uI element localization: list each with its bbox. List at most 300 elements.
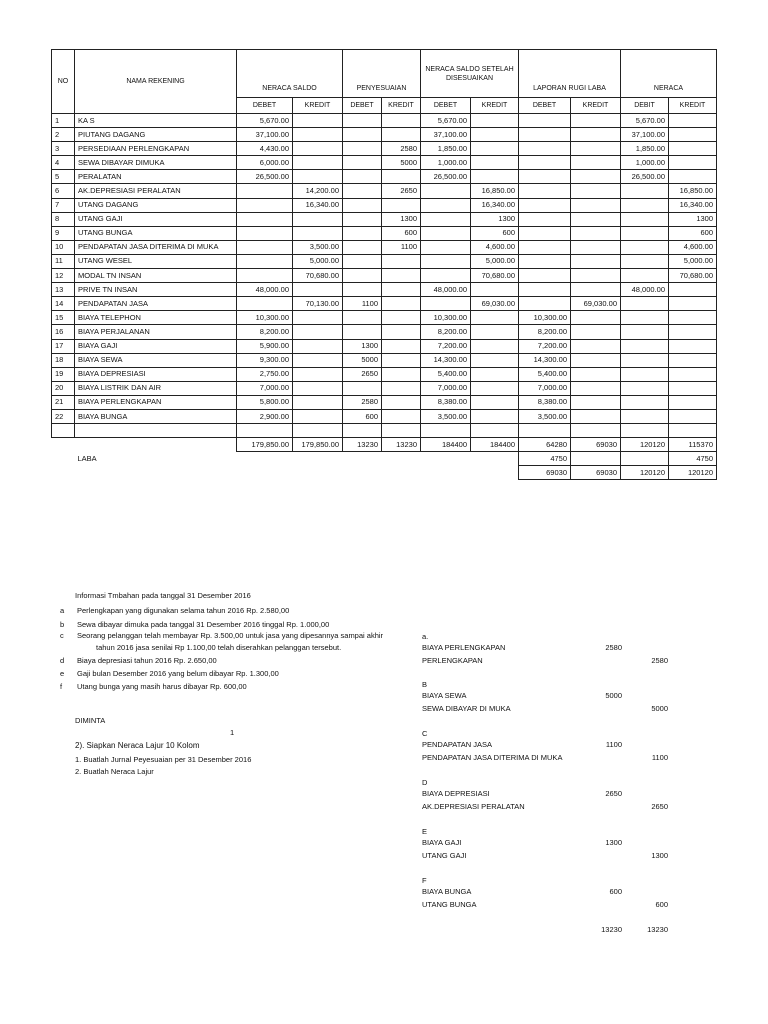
row-number: 13 xyxy=(52,283,75,297)
info-item-key: c xyxy=(60,631,64,640)
table-row xyxy=(52,226,717,240)
info-title: Informasi Tmbahan pada tanggal 31 Desember 2016 xyxy=(75,591,251,600)
amount-cell: 5,400.00 xyxy=(519,367,571,381)
journal-debit-amount: 5000 xyxy=(605,691,622,700)
amount-cell: 48,000.00 xyxy=(621,283,669,297)
laba-label: LABA xyxy=(77,453,97,463)
amount-cell xyxy=(471,395,519,409)
amount-cell xyxy=(343,212,382,226)
account-name: BIAYA LISTRIK DAN AIR xyxy=(75,381,237,395)
amount-cell: 26,500.00 xyxy=(421,170,471,184)
amount-cell xyxy=(621,269,669,283)
amount-cell xyxy=(571,128,621,142)
account-name: UTANG WESEL xyxy=(75,254,237,268)
amount-cell xyxy=(382,409,421,423)
laba-row xyxy=(52,452,717,466)
header-subcolumn: KREDIT xyxy=(471,98,519,114)
amount-cell: 2650 xyxy=(382,184,421,198)
row-number: 5 xyxy=(52,170,75,184)
amount-cell xyxy=(237,240,293,254)
amount-cell xyxy=(382,381,421,395)
journal-credit-account: PERLENGKAPAN xyxy=(422,656,483,665)
amount-cell xyxy=(471,367,519,381)
journal-entry-key: F xyxy=(422,876,427,885)
amount-cell xyxy=(571,184,621,198)
total-cell: 69030 xyxy=(571,438,621,452)
total-cell: 179,850.00 xyxy=(237,438,293,452)
blank-cell xyxy=(382,466,421,480)
amount-cell: 4,600.00 xyxy=(669,240,717,254)
journal-credit-amount: 2650 xyxy=(651,802,668,811)
amount-cell xyxy=(382,353,421,367)
amount-cell xyxy=(421,198,471,212)
blank-cell xyxy=(343,452,382,466)
amount-cell xyxy=(471,409,519,423)
laba-cell xyxy=(571,452,621,466)
amount-cell xyxy=(382,297,421,311)
empty-cell xyxy=(382,424,421,438)
amount-cell xyxy=(293,142,343,156)
amount-cell xyxy=(293,325,343,339)
task-item: 2. Buatlah Neraca Lajur xyxy=(75,767,154,776)
account-name: BIAYA PERLENGKAPAN xyxy=(75,395,237,409)
amount-cell xyxy=(382,395,421,409)
row-number: 20 xyxy=(52,381,75,395)
amount-cell xyxy=(669,170,717,184)
amount-cell xyxy=(237,297,293,311)
amount-cell xyxy=(293,367,343,381)
amount-cell: 7,000.00 xyxy=(237,381,293,395)
account-name: BIAYA PERJALANAN xyxy=(75,325,237,339)
table-row xyxy=(52,367,717,381)
amount-cell: 16,340.00 xyxy=(471,198,519,212)
amount-cell: 16,340.00 xyxy=(669,198,717,212)
amount-cell xyxy=(471,353,519,367)
amount-cell xyxy=(669,311,717,325)
amount-cell xyxy=(621,212,669,226)
table-row xyxy=(52,325,717,339)
amount-cell xyxy=(669,142,717,156)
amount-cell: 9,300.00 xyxy=(237,353,293,367)
amount-cell: 26,500.00 xyxy=(621,170,669,184)
amount-cell xyxy=(382,339,421,353)
table-row xyxy=(52,353,717,367)
amount-cell xyxy=(571,170,621,184)
journal-entry-key: C xyxy=(422,729,428,738)
amount-cell: 16,850.00 xyxy=(669,184,717,198)
amount-cell xyxy=(421,184,471,198)
amount-cell: 5,800.00 xyxy=(237,395,293,409)
amount-cell xyxy=(382,325,421,339)
amount-cell xyxy=(471,339,519,353)
amount-cell xyxy=(621,254,669,268)
amount-cell: 8,200.00 xyxy=(421,325,471,339)
amount-cell xyxy=(571,283,621,297)
amount-cell: 1300 xyxy=(382,212,421,226)
header-subcolumn: DEBET xyxy=(237,98,293,114)
header-subcolumn: KREDIT xyxy=(571,98,621,114)
row-number: 15 xyxy=(52,311,75,325)
row-number: 19 xyxy=(52,367,75,381)
amount-cell xyxy=(519,254,571,268)
balance-cell: 69030 xyxy=(571,466,621,480)
header-subcolumn: DEBET xyxy=(343,98,382,114)
journal-debit-amount: 2580 xyxy=(605,643,622,652)
row-number: 4 xyxy=(52,156,75,170)
amount-cell xyxy=(293,283,343,297)
amount-cell xyxy=(571,114,621,128)
amount-cell xyxy=(382,254,421,268)
amount-cell: 1100 xyxy=(382,240,421,254)
amount-cell xyxy=(571,409,621,423)
account-name: BIAYA DEPRESIASI xyxy=(75,367,237,381)
amount-cell xyxy=(669,353,717,367)
header-subcolumn: KREDIT xyxy=(669,98,717,114)
amount-cell: 1300 xyxy=(343,339,382,353)
table-row xyxy=(52,114,717,128)
info-item-key: b xyxy=(60,620,65,629)
amount-cell xyxy=(571,254,621,268)
amount-cell xyxy=(237,254,293,268)
diminta-heading: DIMINTA xyxy=(75,716,106,725)
header-subcolumn: DEBET xyxy=(519,98,571,114)
amount-cell xyxy=(421,254,471,268)
amount-cell xyxy=(421,226,471,240)
amount-cell: 5,900.00 xyxy=(237,339,293,353)
blank-cell xyxy=(52,438,75,452)
amount-cell xyxy=(571,198,621,212)
journal-debit-account: BIAYA DEPRESIASI xyxy=(422,789,490,798)
amount-cell: 16,340.00 xyxy=(293,198,343,212)
amount-cell: 1,850.00 xyxy=(421,142,471,156)
amount-cell xyxy=(571,142,621,156)
amount-cell: 4,600.00 xyxy=(471,240,519,254)
amount-cell: 1,000.00 xyxy=(421,156,471,170)
blank-cell xyxy=(75,466,237,480)
amount-cell xyxy=(343,170,382,184)
table-row xyxy=(52,240,717,254)
total-cell: 179,850.00 xyxy=(293,438,343,452)
table-row xyxy=(52,142,717,156)
info-item-text: Biaya depresiasi tahun 2016 Rp. 2.650,00 xyxy=(77,656,217,665)
amount-cell: 69,030.00 xyxy=(571,297,621,311)
amount-cell xyxy=(571,395,621,409)
account-name: UTANG GAJI xyxy=(75,212,237,226)
amount-cell: 1,850.00 xyxy=(621,142,669,156)
task-title: 2). Siapkan Neraca Lajur 10 Kolom xyxy=(75,741,200,750)
amount-cell xyxy=(621,353,669,367)
row-number: 11 xyxy=(52,254,75,268)
amount-cell: 5,000.00 xyxy=(471,254,519,268)
amount-cell xyxy=(471,170,519,184)
row-number: 10 xyxy=(52,240,75,254)
blank-cell xyxy=(75,438,237,452)
amount-cell xyxy=(669,114,717,128)
amount-cell: 70,680.00 xyxy=(669,269,717,283)
amount-cell xyxy=(519,114,571,128)
empty-cell xyxy=(571,424,621,438)
amount-cell: 37,100.00 xyxy=(421,128,471,142)
row-number: 9 xyxy=(52,226,75,240)
amount-cell xyxy=(621,325,669,339)
blank-cell xyxy=(471,452,519,466)
amount-cell xyxy=(237,212,293,226)
amount-cell: 1100 xyxy=(343,297,382,311)
amount-cell xyxy=(621,226,669,240)
empty-cell xyxy=(421,424,471,438)
amount-cell xyxy=(343,142,382,156)
amount-cell: 70,130.00 xyxy=(293,297,343,311)
amount-cell xyxy=(621,184,669,198)
blank-cell xyxy=(237,452,293,466)
row-number: 1 xyxy=(52,114,75,128)
amount-cell: 2580 xyxy=(382,142,421,156)
journal-credit-amount: 2580 xyxy=(651,656,668,665)
amount-cell xyxy=(293,339,343,353)
journal-entry-key: a. xyxy=(422,632,429,641)
blank-cell xyxy=(471,466,519,480)
amount-cell xyxy=(571,311,621,325)
amount-cell xyxy=(421,212,471,226)
amount-cell: 8,380.00 xyxy=(519,395,571,409)
amount-cell: 8,380.00 xyxy=(421,395,471,409)
amount-cell xyxy=(382,114,421,128)
header-nama-rekening: NAMA REKENING xyxy=(75,50,237,114)
journal-credit-amount: 1300 xyxy=(651,851,668,860)
header-subcolumn: DEBET xyxy=(421,98,471,114)
amount-cell xyxy=(343,184,382,198)
amount-cell: 48,000.00 xyxy=(421,283,471,297)
amount-cell: 8,200.00 xyxy=(237,325,293,339)
row-number: 8 xyxy=(52,212,75,226)
empty-cell xyxy=(237,424,293,438)
amount-cell xyxy=(669,409,717,423)
journal-total-debit: 13230 xyxy=(601,925,622,934)
amount-cell xyxy=(471,325,519,339)
number-one: 1 xyxy=(230,728,235,737)
empty-cell xyxy=(343,424,382,438)
table-row xyxy=(52,212,717,226)
account-name: BIAYA GAJI xyxy=(75,339,237,353)
amount-cell: 7,000.00 xyxy=(519,381,571,395)
amount-cell xyxy=(571,325,621,339)
row-number: 2 xyxy=(52,128,75,142)
amount-cell xyxy=(471,114,519,128)
amount-cell: 37,100.00 xyxy=(237,128,293,142)
table-row xyxy=(52,198,717,212)
journal-debit-account: BIAYA GAJI xyxy=(422,838,462,847)
amount-cell xyxy=(571,269,621,283)
total-cell: 115370 xyxy=(669,438,717,452)
info-item-key: d xyxy=(60,656,65,665)
table-row xyxy=(52,156,717,170)
total-cell: 13230 xyxy=(343,438,382,452)
amount-cell xyxy=(571,353,621,367)
row-number: 21 xyxy=(52,395,75,409)
info-item-text: Perlengkapan yang digunakan selama tahun 2016 Rp. 2.580,00 xyxy=(77,606,290,615)
amount-cell xyxy=(519,212,571,226)
journal-debit-account: BIAYA BUNGA xyxy=(422,887,472,896)
amount-cell xyxy=(519,269,571,283)
blank-cell xyxy=(421,452,471,466)
amount-cell xyxy=(343,325,382,339)
amount-cell xyxy=(519,297,571,311)
amount-cell: 10,300.00 xyxy=(237,311,293,325)
table-row xyxy=(52,170,717,184)
amount-cell xyxy=(571,339,621,353)
balance-row xyxy=(52,466,717,480)
journal-credit-amount: 1100 xyxy=(651,753,668,762)
amount-cell xyxy=(519,198,571,212)
amount-cell: 8,200.00 xyxy=(519,325,571,339)
blank-cell xyxy=(421,466,471,480)
amount-cell: 3,500.00 xyxy=(293,240,343,254)
amount-cell xyxy=(471,128,519,142)
journal-debit-amount: 2650 xyxy=(605,789,622,798)
amount-cell xyxy=(293,128,343,142)
table-row xyxy=(52,297,717,311)
amount-cell xyxy=(382,311,421,325)
journal-debit-account: BIAYA PERLENGKAPAN xyxy=(422,643,506,652)
amount-cell xyxy=(519,170,571,184)
amount-cell xyxy=(621,198,669,212)
account-name: UTANG DAGANG xyxy=(75,198,237,212)
table-row xyxy=(52,128,717,142)
amount-cell xyxy=(343,240,382,254)
empty-cell xyxy=(293,424,343,438)
header-subcolumn: DEBIT xyxy=(621,98,669,114)
amount-cell xyxy=(343,114,382,128)
row-number: 7 xyxy=(52,198,75,212)
info-item-text: Sewa dibayar dimuka pada tanggal 31 Desember 2016 tinggal Rp. 1.000,00 xyxy=(77,620,330,629)
amount-cell xyxy=(471,283,519,297)
account-name: BIAYA BUNGA xyxy=(75,409,237,423)
row-number: 22 xyxy=(52,409,75,423)
header-subcolumn: KREDIT xyxy=(293,98,343,114)
amount-cell xyxy=(382,367,421,381)
laba-cell: 4750 xyxy=(669,452,717,466)
table-row xyxy=(52,184,717,198)
header-group: NERACA SALDO SETELAH DISESUAIKAN xyxy=(421,50,519,98)
blank-cell xyxy=(52,466,75,480)
amount-cell xyxy=(621,367,669,381)
amount-cell xyxy=(669,156,717,170)
amount-cell: 14,300.00 xyxy=(421,353,471,367)
journal-credit-account: UTANG GAJI xyxy=(422,851,467,860)
header-no: NO xyxy=(52,50,75,114)
table-row xyxy=(52,283,717,297)
amount-cell xyxy=(621,409,669,423)
amount-cell xyxy=(621,381,669,395)
table-row xyxy=(52,339,717,353)
amount-cell: 5,000.00 xyxy=(293,254,343,268)
amount-cell xyxy=(471,311,519,325)
blank-cell xyxy=(237,466,293,480)
amount-cell xyxy=(293,353,343,367)
amount-cell xyxy=(293,395,343,409)
header-row-groups xyxy=(52,50,717,98)
total-cell: 120120 xyxy=(621,438,669,452)
journal-entry-key: B xyxy=(422,680,428,689)
amount-cell: 600 xyxy=(471,226,519,240)
account-name: PRIVE TN INSAN xyxy=(75,283,237,297)
journal-credit-amount: 600 xyxy=(655,900,668,909)
amount-cell xyxy=(571,381,621,395)
journal-debit-account: PENDAPATAN JASA xyxy=(422,740,493,749)
amount-cell: 7,200.00 xyxy=(519,339,571,353)
amount-cell xyxy=(382,198,421,212)
blank-cell xyxy=(52,452,75,466)
amount-cell xyxy=(293,226,343,240)
account-name: PERSEDIAAN PERLENGKAPAN xyxy=(75,142,237,156)
amount-cell: 7,200.00 xyxy=(421,339,471,353)
amount-cell xyxy=(237,198,293,212)
amount-cell xyxy=(421,297,471,311)
amount-cell xyxy=(471,156,519,170)
amount-cell xyxy=(343,226,382,240)
laba-cell: 4750 xyxy=(519,452,571,466)
empty-row xyxy=(52,424,717,438)
journal-credit-account: SEWA DIBAYAR DI MUKA xyxy=(422,704,511,713)
amount-cell xyxy=(382,283,421,297)
amount-cell xyxy=(519,283,571,297)
balance-cell: 69030 xyxy=(519,466,571,480)
amount-cell: 600 xyxy=(669,226,717,240)
account-name: BIAYA SEWA xyxy=(75,353,237,367)
amount-cell: 69,030.00 xyxy=(471,297,519,311)
amount-cell: 5,670.00 xyxy=(621,114,669,128)
amount-cell xyxy=(571,367,621,381)
journal-credit-account: PENDAPATAN JASA DITERIMA DI MUKA xyxy=(422,753,563,762)
amount-cell: 26,500.00 xyxy=(237,170,293,184)
table-row xyxy=(52,395,717,409)
amount-cell: 600 xyxy=(382,226,421,240)
amount-cell: 7,000.00 xyxy=(421,381,471,395)
amount-cell xyxy=(519,156,571,170)
amount-cell xyxy=(421,240,471,254)
amount-cell xyxy=(343,198,382,212)
info-item-key: f xyxy=(60,682,63,691)
amount-cell xyxy=(237,184,293,198)
total-cell: 184400 xyxy=(421,438,471,452)
amount-cell xyxy=(669,339,717,353)
amount-cell: 5000 xyxy=(343,353,382,367)
info-item-key: a xyxy=(60,606,65,615)
amount-cell xyxy=(571,156,621,170)
amount-cell: 10,300.00 xyxy=(421,311,471,325)
account-name: PENDAPATAN JASA xyxy=(75,297,237,311)
info-item-text: Seorang pelanggan telah membayar Rp. 3.500,00 untuk jasa yang dipesannya sampai akhir xyxy=(77,631,384,640)
journal-entry-key: D xyxy=(422,778,428,787)
journal-debit-amount: 1100 xyxy=(605,740,622,749)
amount-cell: 14,200.00 xyxy=(293,184,343,198)
blank-cell xyxy=(293,452,343,466)
journal-entry-key: E xyxy=(422,827,428,836)
table-row xyxy=(52,254,717,268)
amount-cell: 10,300.00 xyxy=(519,311,571,325)
amount-cell: 5,670.00 xyxy=(421,114,471,128)
amount-cell: 1300 xyxy=(471,212,519,226)
totals-row xyxy=(52,438,717,452)
amount-cell: 14,300.00 xyxy=(519,353,571,367)
table-row xyxy=(52,269,717,283)
info-item-text: tahun 2016 jasa senilai Rp 1.100,00 telah diserahkan pelanggan tersebut. xyxy=(96,643,342,652)
account-name: KA S xyxy=(75,114,237,128)
amount-cell xyxy=(519,128,571,142)
row-number: 12 xyxy=(52,269,75,283)
account-name: PERALATAN xyxy=(75,170,237,184)
info-item-text: Utang bunga yang masih harus dibayar Rp. 600,00 xyxy=(77,682,247,691)
